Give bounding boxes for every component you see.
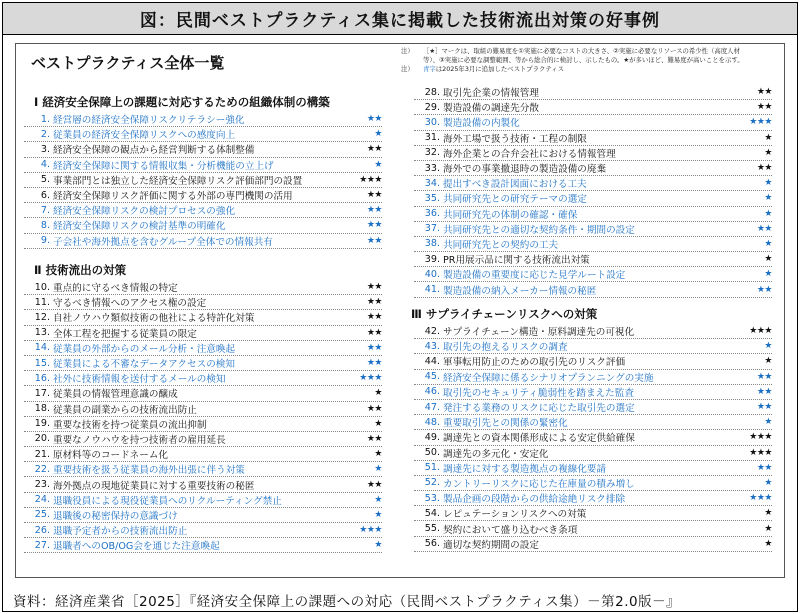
item-number: 32. (424, 147, 440, 159)
list-item (414, 385, 772, 400)
item-text: 経営層の経済安全保障リスクリテラシー強化 (53, 115, 245, 127)
item-number: 44. (424, 355, 440, 367)
item-number: 26. (34, 524, 50, 536)
item-text: 適切な契約期間の設定 (443, 539, 539, 551)
list-item (24, 538, 382, 553)
difficulty-stars: ★ (764, 508, 772, 519)
difficulty-stars: ★★ (366, 358, 382, 369)
list-item (24, 341, 382, 356)
list-item (414, 237, 772, 252)
item-number: 31. (424, 132, 440, 144)
list-item (414, 191, 772, 206)
item-number: 4. (40, 159, 50, 171)
note-text: ［★］マークは、取組の難易度を①実施に必要なコストの大きさ、②実施に必要なリソースの希少性（高度人材 (423, 47, 740, 55)
list-item (414, 476, 772, 491)
note-line (401, 65, 781, 74)
item-text: 製品企画の段階からの供給途絶リスク排除 (443, 494, 626, 506)
item-number: 27. (34, 539, 50, 551)
item-number: 45. (424, 371, 440, 383)
item-text: 退職者へのOB/OG会を通じた注意喚起 (53, 541, 220, 553)
item-text: 従業員による不審なデータアクセスの検知 (53, 359, 235, 371)
item-text: 経済安全保障リスクの検討プロセスの強化 (53, 206, 236, 218)
list-item (414, 267, 772, 282)
item-text: 取引先企業の情報管理 (443, 88, 539, 100)
item-number: 36. (424, 208, 440, 220)
list-item (24, 158, 382, 173)
item-number: 23. (34, 479, 50, 491)
notes (401, 47, 781, 75)
item-text: 提出すべき設計図面における工夫 (443, 179, 587, 191)
list-item (24, 523, 382, 538)
note-text: は2025年3月に追加したベストプラクティス (435, 65, 565, 74)
list-item (414, 146, 772, 161)
list-item (414, 222, 772, 237)
section-title-2: Ⅱ 技術流出の対策 (34, 263, 127, 277)
item-number: 37. (424, 223, 440, 235)
item-number: 50. (424, 447, 440, 459)
figure-frame (2, 2, 798, 612)
item-text: 退職後の秘密保持の意識づけ (53, 510, 178, 522)
panel-heading: ベストプラクティス全体一覧 (31, 54, 225, 72)
difficulty-stars: ★ (374, 464, 382, 475)
difficulty-stars: ★ (374, 388, 382, 399)
list-item (24, 402, 382, 417)
item-number: 54. (424, 507, 440, 519)
list-item (24, 326, 382, 341)
difficulty-stars: ★ (764, 132, 772, 143)
difficulty-stars: ★★ (756, 462, 772, 473)
item-number: 6. (40, 189, 50, 201)
difficulty-stars: ★★★ (749, 432, 772, 443)
item-text: 守るべき情報へのアクセス権の設定 (53, 298, 207, 310)
item-number: 51. (424, 462, 440, 474)
item-number: 53. (424, 492, 440, 504)
item-number: 40. (424, 268, 440, 280)
item-text: 軍事転用防止のための取引先のリスク評価 (443, 357, 626, 369)
note-text: 等）、③実施に必要な調整範囲、等から総合的に検討し、示したもの。★が多いほど、難易度が高いことを示す。 (423, 56, 744, 65)
item-text: 製造設備の重要度に応じた見学ルート設定 (443, 270, 626, 282)
item-text: 経済安全保障に関する情報収集・分析機能の立上げ (53, 160, 274, 172)
item-text: 調達先に対する製造拠点の複線化要請 (443, 463, 607, 475)
item-number: 17. (34, 387, 50, 399)
list-item (414, 370, 772, 385)
item-number: 19. (34, 418, 50, 430)
note-key: 注） (401, 65, 414, 74)
item-number: 56. (424, 538, 440, 550)
item-number: 38. (424, 238, 440, 250)
difficulty-stars: ★ (764, 193, 772, 204)
item-text: 従業員の外部からのメール分析・注意喚起 (53, 343, 236, 355)
difficulty-stars: ★ (764, 538, 772, 549)
item-number: 30. (424, 116, 440, 128)
item-text: 発注する業務のリスクに応じた取引先の選定 (443, 403, 635, 415)
list-item (24, 508, 382, 523)
list-item (24, 432, 382, 447)
item-text: 製造設備の調達先分散 (443, 103, 539, 115)
item-text: 従業員の経済安全保障リスクへの感度向上 (53, 130, 236, 142)
item-number: 16. (34, 372, 50, 384)
item-number: 5. (40, 174, 50, 186)
item-text: 経済安全保障リスクの検討基準の明確化 (53, 221, 226, 233)
difficulty-stars: ★ (374, 540, 382, 551)
item-number: 15. (34, 357, 50, 369)
item-number: 33. (424, 162, 440, 174)
list-item (414, 354, 772, 369)
difficulty-stars: ★ (374, 129, 382, 140)
item-text: 重要な技術を持つ従業員の流出抑制 (53, 419, 207, 431)
item-number: 39. (424, 253, 440, 265)
list-item (414, 400, 772, 415)
item-text: 全体工程を把握する従業員の限定 (53, 328, 197, 340)
item-number: 3. (40, 143, 50, 155)
list-item (24, 142, 382, 157)
section-title-1: Ⅰ 経済安全保障上の課題に対応するための組織体制の構築 (34, 95, 330, 109)
item-text: 共同研究先の体制の確認・確保 (443, 209, 578, 221)
item-text: 退職役員による現役従業員へのリクルーティング禁止 (53, 495, 282, 507)
item-text: 社外に技術情報を送付するメールの検知 (53, 374, 226, 386)
difficulty-stars: ★★ (366, 403, 382, 414)
item-text: 海外工場で扱う技術・工程の制限 (443, 133, 587, 145)
item-text: 従業員の副業からの技術流出防止 (53, 404, 197, 416)
difficulty-stars: ★ (764, 341, 772, 352)
difficulty-stars: ★★ (756, 386, 772, 397)
list-item (414, 207, 772, 222)
list-item (414, 324, 772, 339)
item-text: 子会社や海外拠点を含むグループ全体での情報共有 (53, 236, 273, 248)
difficulty-stars: ★ (764, 523, 772, 534)
section-2-list-continued (414, 85, 772, 298)
item-number: 43. (424, 340, 440, 352)
item-number: 49. (424, 431, 440, 443)
difficulty-stars: ★★ (366, 282, 382, 293)
difficulty-stars: ★★ (366, 114, 382, 125)
source-footer: 資料：経済産業省［2025］『経済安全保障上の課題への対応（民間ベストプラクティス集）－第2.0版－』 (13, 594, 681, 610)
item-number: 2. (40, 128, 50, 140)
item-text: PR用展示品に関する技術流出対策 (443, 255, 590, 267)
item-text: 重要取引先との関係の緊密化 (443, 418, 568, 430)
item-number: 29. (424, 101, 440, 113)
difficulty-stars: ★★ (366, 479, 382, 490)
item-text: 従業員の情報管理意識の醸成 (53, 389, 178, 401)
difficulty-stars: ★★ (366, 190, 382, 201)
best-practice-panel (15, 43, 785, 578)
difficulty-stars: ★ (764, 147, 772, 158)
item-number: 9. (40, 235, 50, 247)
list-item (24, 356, 382, 371)
note-line (401, 47, 781, 56)
item-text: 取引先のセキュリティ脆弱性を踏まえた監査 (443, 387, 634, 399)
list-item (24, 127, 382, 142)
item-text: 調達先の多元化・安定化 (443, 448, 549, 460)
item-number: 18. (34, 403, 50, 415)
difficulty-stars: ★★ (366, 144, 382, 155)
difficulty-stars: ★ (764, 238, 772, 249)
item-text: 事業部門とは独立した経済安全保障リスク評価部門の設置 (53, 175, 303, 187)
list-item (24, 371, 382, 386)
list-item (414, 446, 772, 461)
list-item (24, 477, 382, 492)
difficulty-stars: ★ (764, 356, 772, 367)
difficulty-stars: ★ (374, 159, 382, 170)
note-key: 注） (401, 47, 414, 55)
list-item (24, 493, 382, 508)
item-text: 重要なノウハウを持つ技術者の雇用延長 (53, 434, 226, 446)
difficulty-stars: ★★ (366, 433, 382, 444)
list-item (414, 252, 772, 267)
difficulty-stars: ★★★ (359, 373, 382, 384)
note-blue-word: 青字 (423, 65, 436, 74)
item-number: 22. (34, 463, 50, 475)
item-number: 25. (34, 509, 50, 521)
item-number: 48. (424, 416, 440, 428)
list-item (414, 430, 772, 445)
difficulty-stars: ★★ (756, 223, 772, 234)
item-text: 自社ノウハウ類似技術の他社による特許化対策 (53, 313, 255, 325)
item-text: 海外拠点の現地従業員に対する重要技術の秘匿 (53, 480, 255, 492)
difficulty-stars: ★★ (756, 87, 772, 98)
difficulty-stars: ★ (764, 178, 772, 189)
item-text: 原材料等のコードネーム化 (53, 450, 169, 462)
list-item (24, 112, 382, 127)
item-text: 経済安全保障リスク評価に関する外部の専門機関の活用 (53, 191, 293, 203)
item-text: 経済安全保障に係るシナリオプランニングの実施 (443, 372, 654, 384)
item-text: 海外での事業撤退時の製造設備の廃棄 (443, 164, 607, 176)
section-2-list (24, 280, 382, 553)
item-number: 11. (34, 296, 50, 308)
item-text: 取引先の抱えるリスクの調査 (443, 342, 568, 354)
difficulty-stars: ★★ (366, 205, 382, 216)
difficulty-stars: ★★ (366, 327, 382, 338)
list-item (414, 521, 772, 536)
difficulty-stars: ★★★ (749, 447, 772, 458)
item-text: 重点的に守るべき情報の特定 (53, 283, 178, 295)
list-item (24, 203, 382, 218)
list-item (24, 462, 382, 477)
item-number: 7. (40, 204, 50, 216)
item-number: 13. (34, 327, 50, 339)
list-item (414, 339, 772, 354)
list-item (414, 415, 772, 430)
item-text: 重要技術を扱う従業員の海外出張に伴う対策 (53, 465, 245, 477)
list-item (24, 386, 382, 401)
difficulty-stars: ★ (374, 449, 382, 460)
difficulty-stars: ★★ (756, 284, 772, 295)
difficulty-stars: ★★★ (749, 117, 772, 128)
list-item (414, 506, 772, 521)
list-item (414, 161, 772, 176)
difficulty-stars: ★★ (366, 297, 382, 308)
list-item (24, 280, 382, 295)
list-item (24, 447, 382, 462)
difficulty-stars: ★★★ (359, 174, 382, 185)
item-number: 52. (424, 477, 440, 489)
difficulty-stars: ★ (764, 208, 772, 219)
difficulty-stars: ★★ (756, 102, 772, 113)
difficulty-stars: ★ (764, 269, 772, 280)
item-number: 12. (34, 311, 50, 323)
list-item (24, 188, 382, 203)
figure-title: 図：民間ベストプラクティス集に掲載した技術流出対策の好事例 (3, 3, 797, 35)
item-text: 製造設備の内製化 (443, 118, 520, 130)
list-item (414, 85, 772, 100)
difficulty-stars: ★★ (366, 342, 382, 353)
difficulty-stars: ★★ (366, 220, 382, 231)
difficulty-stars: ★ (374, 418, 382, 429)
section-1-list (24, 112, 382, 249)
item-number: 24. (34, 494, 50, 506)
list-item (24, 295, 382, 310)
list-item (414, 282, 772, 297)
difficulty-stars: ★★ (756, 371, 772, 382)
list-item (414, 100, 772, 115)
item-text: 共同研究先との研究テーマの選定 (443, 194, 587, 206)
item-text: カントリーリスクに応じた在庫量の積み増し (443, 478, 635, 490)
difficulty-stars: ★★ (366, 235, 382, 246)
item-text: 共同研究先との適切な契約条件・期間の設定 (443, 224, 635, 236)
item-text: 海外企業との合弁会社における情報管理 (443, 148, 616, 160)
item-number: 20. (34, 433, 50, 445)
item-text: 調達先との資本関係形成による安定供給確保 (443, 433, 635, 445)
item-number: 42. (424, 325, 440, 337)
section-title-3: Ⅲ サプライチェーンリスクへの対策 (411, 307, 598, 321)
difficulty-stars: ★ (374, 494, 382, 505)
difficulty-stars: ★★ (756, 402, 772, 413)
difficulty-stars: ★★★ (359, 525, 382, 536)
item-text: 製造設備の納入メーカー情報の秘匿 (443, 285, 597, 297)
item-text: 退職予定者からの技術流出防止 (53, 526, 188, 538)
difficulty-stars: ★ (764, 477, 772, 488)
item-number: 8. (40, 219, 50, 231)
difficulty-stars: ★ (764, 254, 772, 265)
item-number: 34. (424, 177, 440, 189)
item-text: 経済安全保障の観点から経営判断する体制整備 (53, 145, 255, 157)
item-text: サプライチェーン構造・原料調達先の可視化 (443, 327, 635, 339)
item-number: 35. (424, 192, 440, 204)
list-item (24, 234, 382, 249)
list-item (414, 491, 772, 506)
list-item (24, 173, 382, 188)
list-item (24, 310, 382, 325)
difficulty-stars: ★★★ (749, 493, 772, 504)
list-item (414, 461, 772, 476)
difficulty-stars: ★★ (366, 312, 382, 323)
item-number: 21. (34, 448, 50, 460)
item-number: 55. (424, 523, 440, 535)
list-item (414, 537, 772, 552)
list-item (24, 218, 382, 233)
difficulty-stars: ★★ (756, 163, 772, 174)
list-item (414, 176, 772, 191)
list-item (24, 417, 382, 432)
section-3-list (414, 324, 772, 552)
item-number: 10. (34, 281, 50, 293)
item-text: 共同研究先との契約の工夫 (443, 239, 559, 251)
item-number: 47. (424, 401, 440, 413)
list-item (414, 115, 772, 130)
item-text: 契約において盛り込むべき条項 (443, 524, 578, 536)
difficulty-stars: ★ (764, 417, 772, 428)
difficulty-stars: ★ (374, 509, 382, 520)
item-number: 41. (424, 284, 440, 296)
item-number: 28. (424, 86, 440, 98)
item-text: レピュテーションリスクへの対策 (443, 509, 587, 521)
item-number: 1. (40, 113, 50, 125)
difficulty-stars: ★★★ (749, 326, 772, 337)
item-number: 14. (34, 342, 50, 354)
list-item (414, 131, 772, 146)
item-number: 46. (424, 386, 440, 398)
